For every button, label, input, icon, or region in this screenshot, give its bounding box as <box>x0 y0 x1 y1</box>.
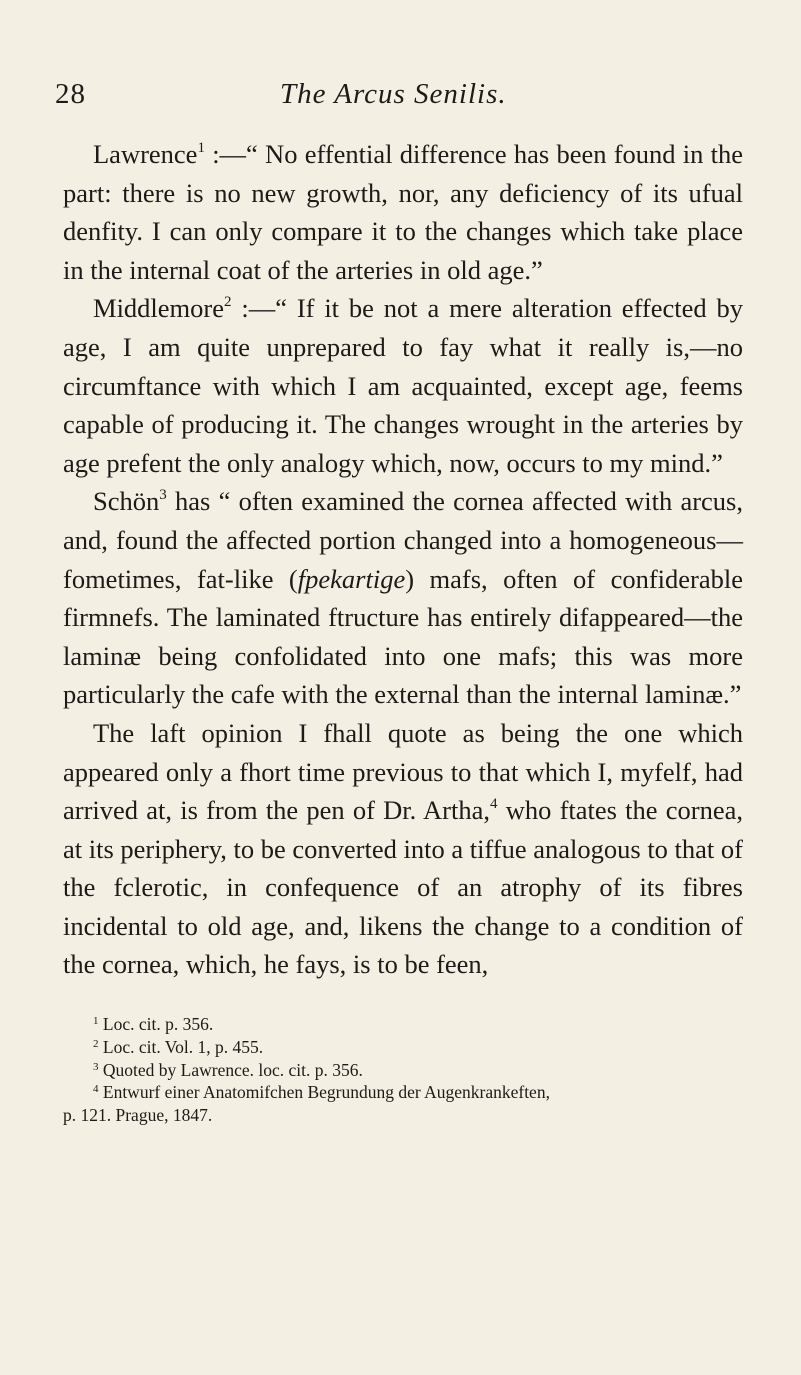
paragraph-schon <box>63 482 743 714</box>
footnote-marker: 1 <box>93 1015 99 1027</box>
footnote-3 <box>63 1059 743 1082</box>
footnote-marker: 3 <box>93 1060 99 1073</box>
footnote-2 <box>63 1036 743 1059</box>
footnote-4 <box>63 1081 743 1104</box>
footnote-text: p. 121. Prague, 1847. <box>63 1105 213 1126</box>
running-header <box>0 78 801 118</box>
footnote-4-continuation <box>63 1104 743 1127</box>
footnote-ref: 2 <box>224 294 232 311</box>
author-name: Schön <box>93 486 160 517</box>
footnote-marker: 2 <box>93 1037 99 1050</box>
footnote-text: Quoted by Lawrence. loc. cit. p. 356. <box>102 1059 363 1080</box>
author-name: Middlemore <box>93 293 224 324</box>
footnote-ref: 1 <box>197 140 205 156</box>
paragraph-lead: The laft opinion I fhall quote as being the one which appeared only a fhort time previous to that which I, myfelf, had arrived at, is from the pen of Dr. Artha, <box>63 717 743 826</box>
footnote-ref: 4 <box>490 796 498 813</box>
footnote-text: Loc. cit. p. 356. <box>102 1014 214 1034</box>
footnote-ref: 3 <box>159 487 167 504</box>
footnote-marker: 4 <box>93 1083 99 1096</box>
quote-text: :—“ If it be not a mere alteration effected by age, I am quite unprepared to fay what it really is,—no circumftance with which I am acquainted, except age, feems capable of producing it. The changes wrought in the arteries by age prefent the only analogy which, now, occurs to my mind.” <box>63 293 743 478</box>
paragraph-text: who ftates the cornea, at its periphery, to be converted into a tiffue analogous to that of the fclerotic, in confequence of an atrophy of its fibres incidental to old age, and, likens the change to a condition of the cornea, which, he fays, is to be feen, <box>63 795 743 980</box>
running-title: The Arcus Senilis. <box>280 78 507 110</box>
author-name: Lawrence <box>93 139 198 169</box>
footnote-text: Entwurf einer Anatomifchen Begrundung der Augenkrankeften, <box>102 1082 550 1103</box>
footnote-text: Loc. cit. Vol. 1, p. 455. <box>102 1036 264 1057</box>
paragraph-middlemore <box>63 289 743 482</box>
paragraph-lawrence <box>63 135 743 289</box>
quote-text-cont: ) mafs, often of confiderable firmnefs. The laminated ftructure has entirely difappeared—the laminæ being confolidated into one mafs; this was more particularly the cafe with the external than the internal laminæ.” <box>63 563 743 710</box>
quote-text: has “ often examined the cornea affected with arcus, and, found the affected portion changed into a homogeneous—fometimes, fat-like ( <box>63 486 743 594</box>
footnotes <box>63 1013 743 1127</box>
german-term: fpekartige <box>297 563 406 594</box>
page-number: 28 <box>55 78 86 110</box>
body-text <box>63 135 743 984</box>
quote-text: :—“ No effential difference has been found in the part: there is no new growth, nor, any deficiency of its ufual denfity. I can only compare it to the changes which take place in the internal coat of the arteries in old age.” <box>63 139 743 285</box>
footnote-1 <box>63 1013 743 1036</box>
paragraph-artha <box>63 714 743 984</box>
